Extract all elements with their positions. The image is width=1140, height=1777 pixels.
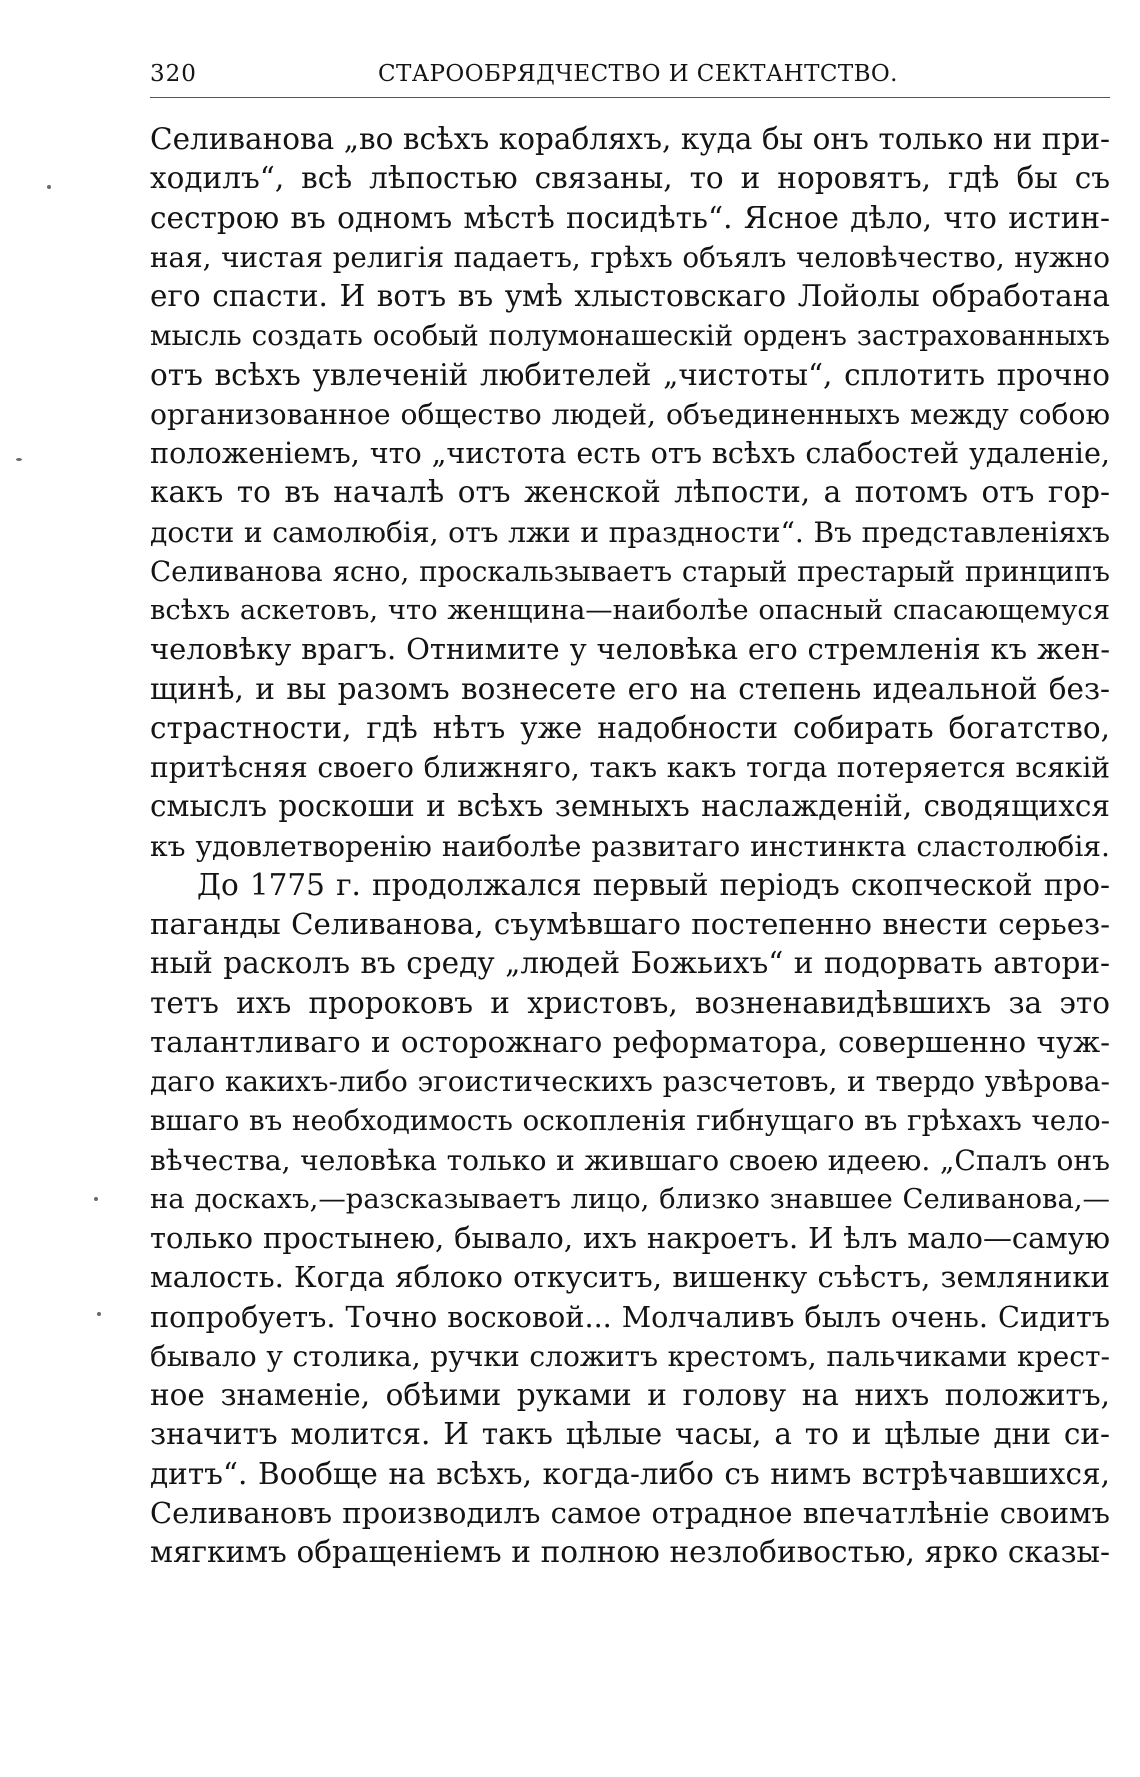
paragraph-1 [150, 120, 1110, 866]
text-line: паганды Селиванова, съумѣвшаго постепенно внести серьез- [150, 907, 1110, 941]
text-line: притѣсняя своего ближняго, такъ какъ тогда потеряется всякій [150, 751, 1110, 784]
text-line: какъ то въ началѣ отъ женской лѣпости, а потомъ отъ гор- [150, 475, 1110, 510]
text-line: талантливаго и осторожнаго реформатора, совершенно чуж- [150, 1024, 1110, 1059]
text-line: щинѣ, и вы разомъ вознесете его на степень идеальной без- [150, 671, 1110, 706]
text-line: попробуетъ. Точно восковой... Молчаливъ былъ очень. Сидитъ [150, 1299, 1110, 1334]
text-line: только простынею, бывало, ихъ накроетъ. И ѣлъ мало—самую [150, 1221, 1110, 1255]
margin-speck [94, 1197, 98, 1201]
paragraph-2 [150, 866, 1110, 1573]
text-line: ное знаменіе, обѣими руками и голову на нихъ положитъ, [150, 1378, 1110, 1412]
text-line: дитъ“. Вообще на всѣхъ, когда-либо съ нимъ встрѣчавшихся, [150, 1456, 1110, 1491]
text-line: мысль создать особый полумонашескій орденъ застрахованныхъ [150, 319, 1110, 353]
text-line: Селиванова ясно, проскальзываетъ старый престарый принципъ [150, 554, 1110, 588]
margin-speck [97, 1312, 101, 1316]
running-head [150, 52, 1110, 96]
text-line: всѣхъ аскетовъ, что женщина—наиболѣе опасный спасающемуся [150, 595, 1110, 626]
body-text [150, 120, 1110, 1572]
page-number: 320 [150, 61, 197, 87]
text-line: даго какихъ-либо эгоистическихъ разсчетовъ, и твердо увѣрова- [150, 1065, 1110, 1098]
text-line: вшаго въ необходимость оскопленія гибнущаго въ грѣхахъ чело- [150, 1104, 1110, 1138]
text-line: ная, чистая религія падаетъ, грѣхъ объялъ человѣчество, нужно [150, 240, 1110, 274]
running-title: СТАРООБРЯДЧЕСТВО И СЕКТАНТСТВО. [378, 61, 898, 87]
text-line: смыслъ роскоши и всѣхъ земныхъ наслажденій, сводящихся [150, 789, 1110, 824]
margin-speck [16, 458, 22, 461]
header-rule [150, 97, 1110, 98]
text-line: мягкимъ обращеніемъ и полною незлобивостью, ярко сказы- [150, 1535, 1110, 1569]
text-line: ный расколъ въ среду „людей Божьихъ“ и подорвать автори- [150, 946, 1110, 981]
text-line: значитъ молится. И такъ цѣлые часы, а то и цѣлые дни си- [150, 1417, 1110, 1452]
text-line: бывало у столика, ручки сложитъ крестомъ, пальчиками крест- [150, 1339, 1110, 1373]
text-line: положеніемъ, что „чистота есть отъ всѣхъ слабостей удаленіе, [150, 436, 1110, 470]
text-line: малость. Когда яблоко откуситъ, вишенку съѣстъ, земляники [150, 1260, 1110, 1295]
text-line: дости и самолюбія, отъ лжи и праздности“. Въ представленіяхъ [150, 515, 1110, 549]
text-line: сестрою въ одномъ мѣстѣ посидѣть“. Ясное дѣло, что истин- [150, 200, 1110, 235]
text-line: Селивановъ производилъ самое отрадное впечатлѣніе своимъ [150, 1495, 1110, 1530]
text-line: тетъ ихъ пророковъ и христовъ, возненавидѣвшихъ за это [150, 985, 1110, 1020]
text-line: на доскахъ,—разсказываетъ лицо, близко знавшее Селиванова,— [150, 1183, 1110, 1215]
text-line: страстности, гдѣ нѣтъ уже надобности собирать богатство, [150, 710, 1110, 745]
text-line: вѣчества, человѣка только и жившаго своею идеею. „Спалъ онъ [150, 1143, 1110, 1177]
text-line: его спасти. И вотъ въ умѣ хлыстовскаго Лойолы обработана [150, 279, 1110, 313]
margin-speck [47, 185, 51, 189]
text-line: Селиванова „во всѣхъ корабляхъ, куда бы онъ только ни при- [150, 122, 1110, 156]
text-line: отъ всѣхъ увлеченій любителей „чистоты“, сплотить прочно [150, 357, 1110, 392]
text-line: человѣку врагъ. Отнимите у человѣка его стремленія къ жен- [150, 632, 1110, 667]
text-line: организованное общество людей, объединенныхъ между собою [150, 397, 1110, 431]
text-line: До 1775 г. продолжался первый періодъ скопческой про- [197, 867, 1110, 902]
text-line: къ удовлетворенію наиболѣе развитаго инстинкта сластолюбія. [150, 829, 1110, 863]
text-line: ходилъ“, всѣ лѣпостью связаны, то и норовятъ, гдѣ бы съ [150, 161, 1110, 196]
